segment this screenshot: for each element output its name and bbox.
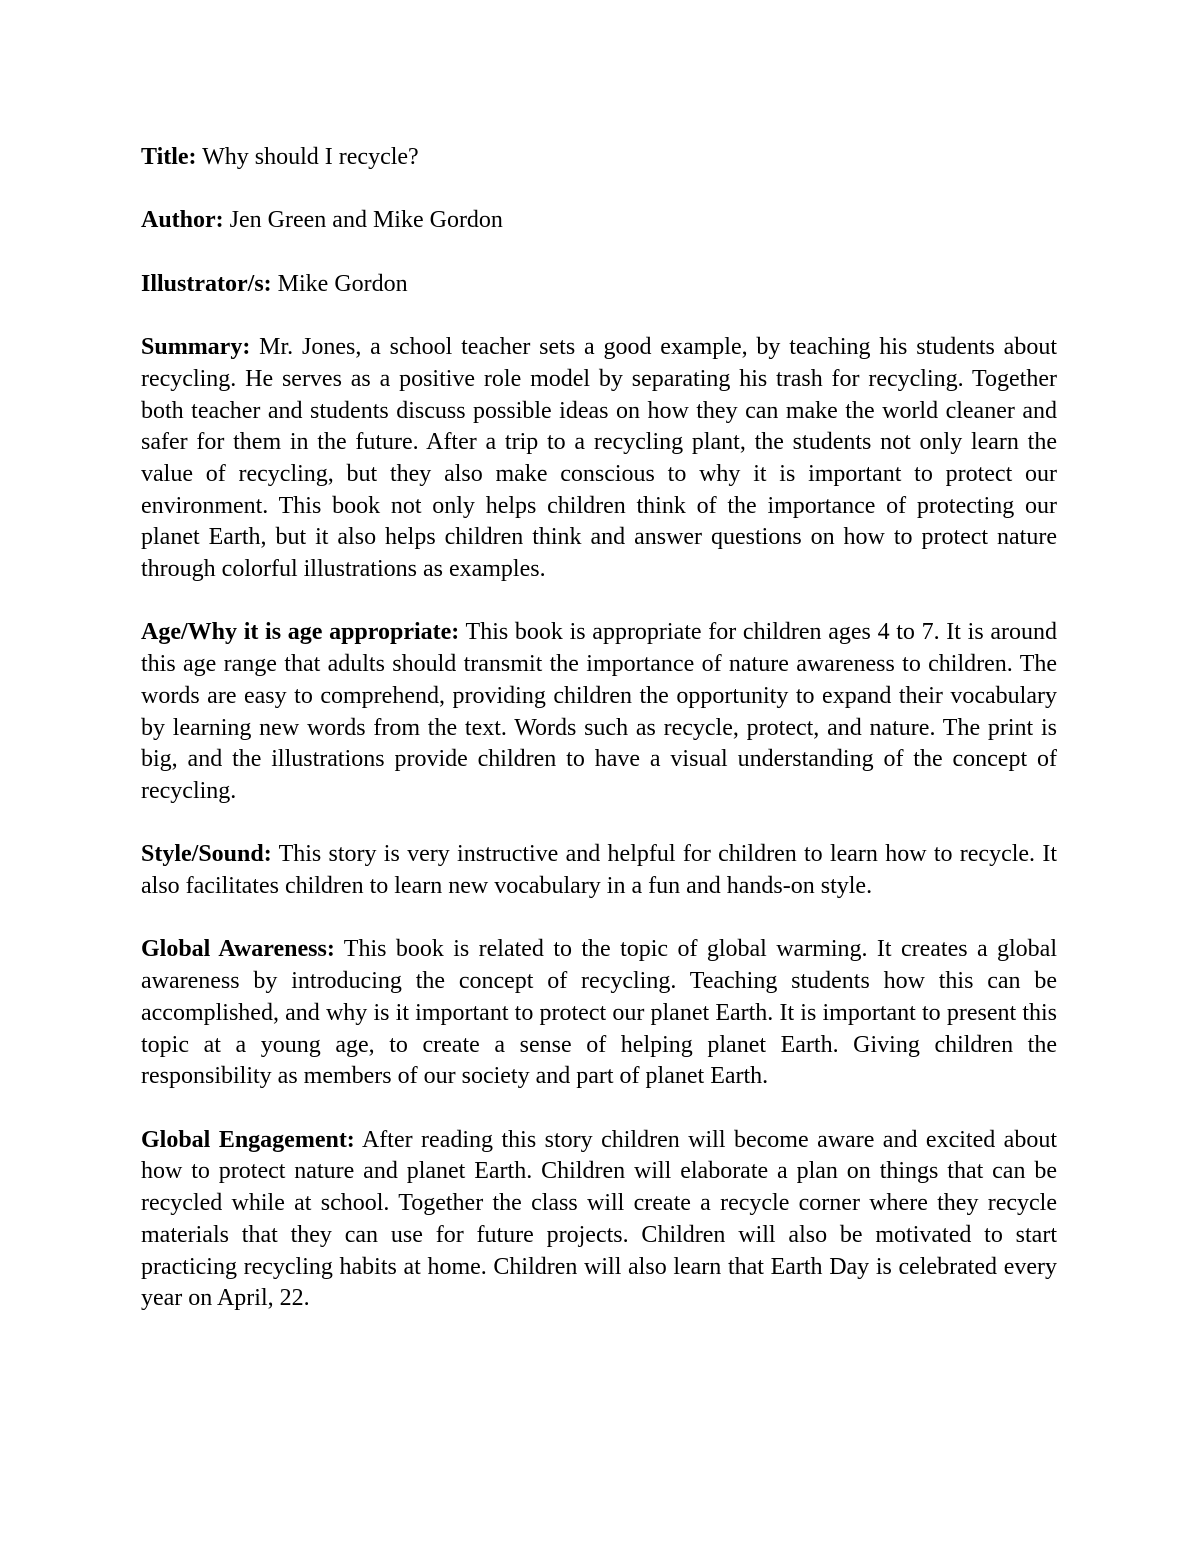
style-sound-field	[141, 839, 1057, 902]
summary-field	[141, 332, 1057, 586]
age-appropriate-label: Age/Why it is age appropriate:	[141, 619, 460, 646]
author-label: Author:	[141, 207, 224, 234]
title-field	[141, 142, 1057, 174]
global-engagement-label: Global Engagement:	[141, 1126, 355, 1153]
global-awareness-text: This book is related to the topic of global warming. It creates a global awareness by introducing the concept of recycling. Teaching students how this can be accomplished, and why is it important to protect our planet Earth. It is important to present this topic at a young age, to create a sense of helping planet Earth. Giving children the responsibility as members of our society and part of planet Earth.	[141, 936, 1057, 1090]
global-engagement-field	[141, 1125, 1057, 1315]
title-value: Why should I recycle?	[196, 144, 419, 170]
style-sound-text: This story is very instructive and helpful for children to learn how to recycle. It also facilitates children to learn new vocabulary in a fun and hands-on style.	[141, 841, 1057, 900]
author-value: Jen Green and Mike Gordon	[223, 207, 503, 234]
age-appropriate-text: This book is appropriate for children ages 4 to 7. It is around this age range that adults should transmit the importance of nature awareness to children. The words are easy to comprehend, providing children the opportunity to expand their vocabulary by learning new words from the text. Words such as recycle, protect, and nature. The print is big, and the illustrations provide children to have a visual understanding of the concept of recycling.	[141, 619, 1057, 804]
style-sound-label: Style/Sound:	[141, 841, 272, 868]
illustrator-field	[141, 269, 1057, 301]
illustrator-value: Mike Gordon	[271, 270, 408, 297]
document-page	[141, 142, 1057, 1347]
age-appropriate-field	[141, 617, 1057, 807]
global-awareness-field	[141, 934, 1057, 1093]
global-engagement-text: After reading this story children will become aware and excited about how to protect nature and planet Earth. Children will elaborate a plan on things that can be recycled while at school. Together the class will create a recycle corner where they recycle materials that they can use for future projects. Children will also be motivated to start practicing recycling habits at home. Children will also learn that Earth Day is celebrated every year on April, 22.	[141, 1126, 1058, 1312]
summary-label: Summary:	[141, 334, 251, 361]
summary-text: Mr. Jones, a school teacher sets a good example, by teaching his students about recycling. He serves as a positive role model by separating his trash for recycling. Together both teacher and students discuss possible ideas on how they can make the world cleaner and safer for them in the future. After a trip to a recycling plant, the students not only learn the value of recycling, but they also make conscious to why it is important to protect our environment. This book not only helps children think of the importance of protecting our planet Earth, but it also helps children think and answer questions on how to protect nature through colorful illustrations as examples.	[141, 334, 1057, 583]
author-field	[141, 205, 1057, 237]
title-label: Title:	[141, 144, 197, 170]
illustrator-label: Illustrator/s:	[141, 270, 272, 297]
global-awareness-label: Global Awareness:	[141, 936, 335, 963]
